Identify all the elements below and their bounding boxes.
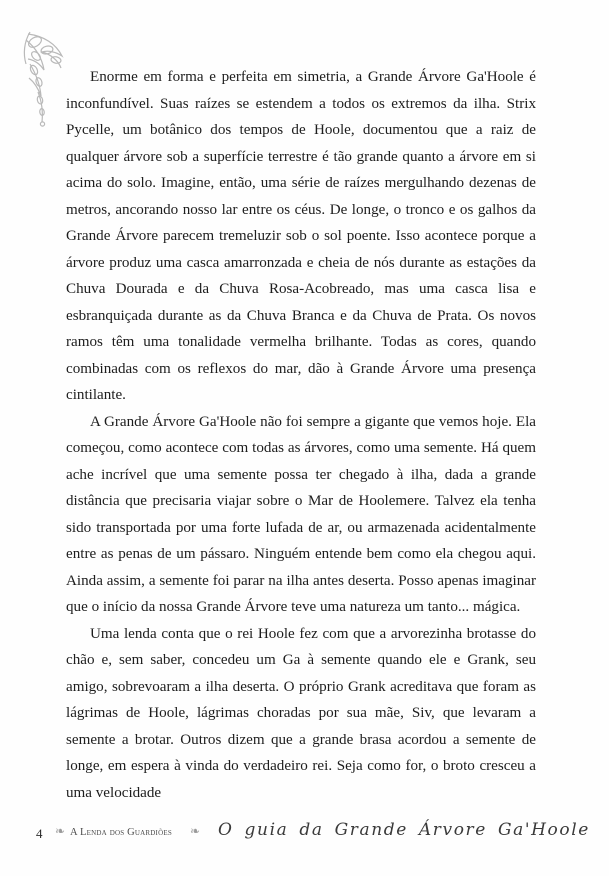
footer-series-title: A Lenda dos Guardiões <box>70 827 172 838</box>
paragraph: Enorme em forma e perfeita em simetria, a Grande Árvore Ga'Hoole é inconfundível. Suas raízes se estendem a todos os extremos da ilha. Strix Pycelle, um botânico dos tempos de Hoole, documentou que a raiz de qualquer árvore sob a superfície terrestre é tão grande quanto a árvore em si acima do solo. Imagine, então, uma série de raízes mergulhando dezenas de metros, ancorando nosso lar entre os céus. De longe, o tronco e os galhos da Grande Árvore parecem tremeluzir sob o sol poente. Isso acontece porque a árvore produz uma casca amarronzada e cheia de nós durante as estações da Chuva Dourada e da Chuva Rosa-Acobreado, mas uma casca lisa e esbranquiçada durante as da Chuva Branca e da Chuva de Prata. Os novos ramos têm uma tonalidade vermelha brilhante. Todas as cores, quando combinadas com os reflexos do mar, dão à Grande Árvore uma presença cintilante. <box>66 69 536 403</box>
page-text-column <box>66 64 536 806</box>
footer-book-title: O guia da Grande Árvore Ga'Hoole <box>218 820 590 840</box>
page-footer <box>0 822 609 848</box>
paragraph: A Grande Árvore Ga'Hoole não foi sempre a gigante que vemos hoje. Ela começou, como acontece com todas as árvores, como uma semente. Há quem ache incrível que uma semente possa ter chegado à ilha, dada a grande distância que precisaria viajar sobre o Mar de Hoolemere. Talvez ela tenha sido transportada por uma forte lufada de ar, ou armazenada acidentalmente entre as penas de um pássaro. Ninguém entende bem como ela chegou aqui. Ainda assim, a semente foi parar na ilha antes deserta. Posso apenas imaginar que o início da nossa Grande Árvore teve uma natureza um tanto... mágica. <box>66 413 536 615</box>
page-number: 4 <box>36 826 43 841</box>
leaf-ornament-icon: ❧ <box>55 824 66 838</box>
paragraph: Uma lenda conta que o rei Hoole fez com que a arvorezinha brotasse do chão e, sem saber, concedeu um Ga à semente quando ele e Grank, seu amigo, sobrevoaram a ilha deserta. O próprio Grank acreditava que foram as lágrimas de Hoole, lágrimas choradas por sua mãe, Siv, que levaram a semente a brotar. Outros dizem que a grande brasa acordou a semente de longe, em espera à vinda do verdadeiro rei. Seja como for, o broto cresceu a uma velocidade <box>66 625 536 801</box>
leaf-ornament-icon: ❧ <box>190 824 201 838</box>
